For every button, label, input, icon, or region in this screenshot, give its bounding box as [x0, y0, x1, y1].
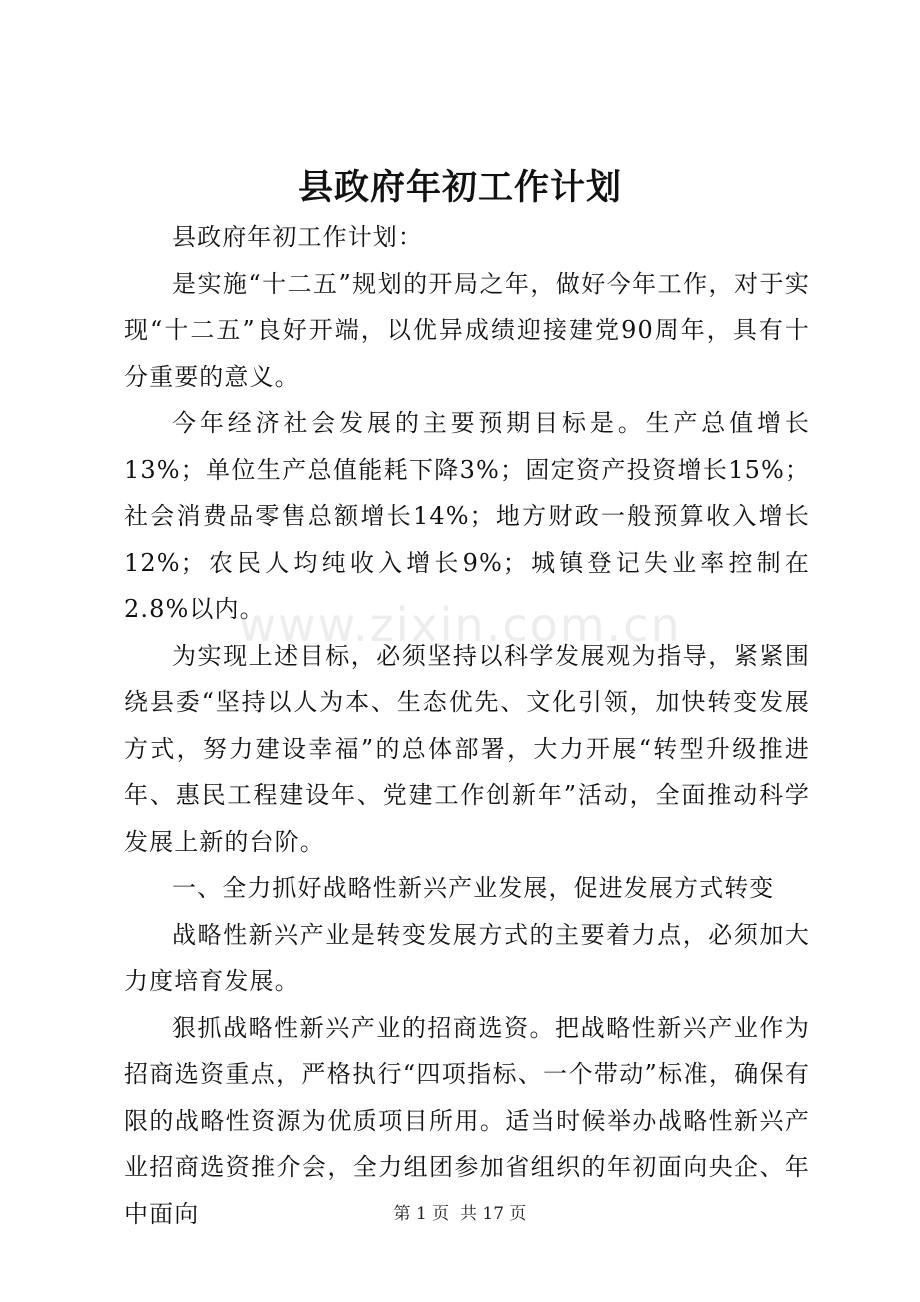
watermark-text: www.zixin.com.cn — [238, 598, 682, 652]
paragraph-investment: 狠抓战略性新兴产业的招商选资。把战略性新兴产业作为招商选资重点，严格执行“四项指标、一个带动”标准，确保有限的战略性资源为优质项目所用。适当时候举办战略性新兴产业招商选资推介会，全力组团参加省组织的年初面向央企、年中面向 — [124, 1013, 810, 1228]
paragraph-targets: 今年经济社会发展的主要预期目标是。生产总值增长13%；单位生产总值能耗下降3%；固定资产投资增长15%；社会消费品零售总额增长14%；地方财政一般预算收入增长12%；农民人均纯收入增长9%；城镇登记失业率控制在2.8%以内。 — [124, 409, 810, 623]
section-heading-1: 一、全力抓好战略性新兴产业发展，促进发展方式转变 — [172, 874, 775, 902]
page-number: 第 1 页 — [393, 1204, 450, 1224]
document-body — [124, 214, 810, 1237]
paragraph-guidance: 为实现上述目标，必须坚持以科学发展观为指导，紧紧围绕县委“坚持以人为本、生态优先、文化引领，加快转变发展方式，努力建设幸福”的总体部署，大力开展“转型升级推进年、惠民工程建设年、党建工作创新年”活动，全面推动科学发展上新的台阶。 — [124, 641, 810, 856]
document-title: 县政府年初工作计划 — [297, 167, 622, 208]
total-pages: 共 17 页 — [459, 1204, 527, 1224]
paragraph-emerging-industry: 战略性新兴产业是转变发展方式的主要着力点，必须加大力度培育发展。 — [124, 920, 810, 995]
page-footer — [0, 1199, 920, 1224]
footer-separator — [449, 1204, 460, 1224]
paragraph-significance: 是实施“十二五”规划的开局之年，做好今年工作，对于实现“十二五”良好开端，以优异成绩迎接建党90周年，具有十分重要的意义。 — [124, 269, 810, 391]
paragraph-intro: 县政府年初工作计划： — [172, 223, 423, 251]
